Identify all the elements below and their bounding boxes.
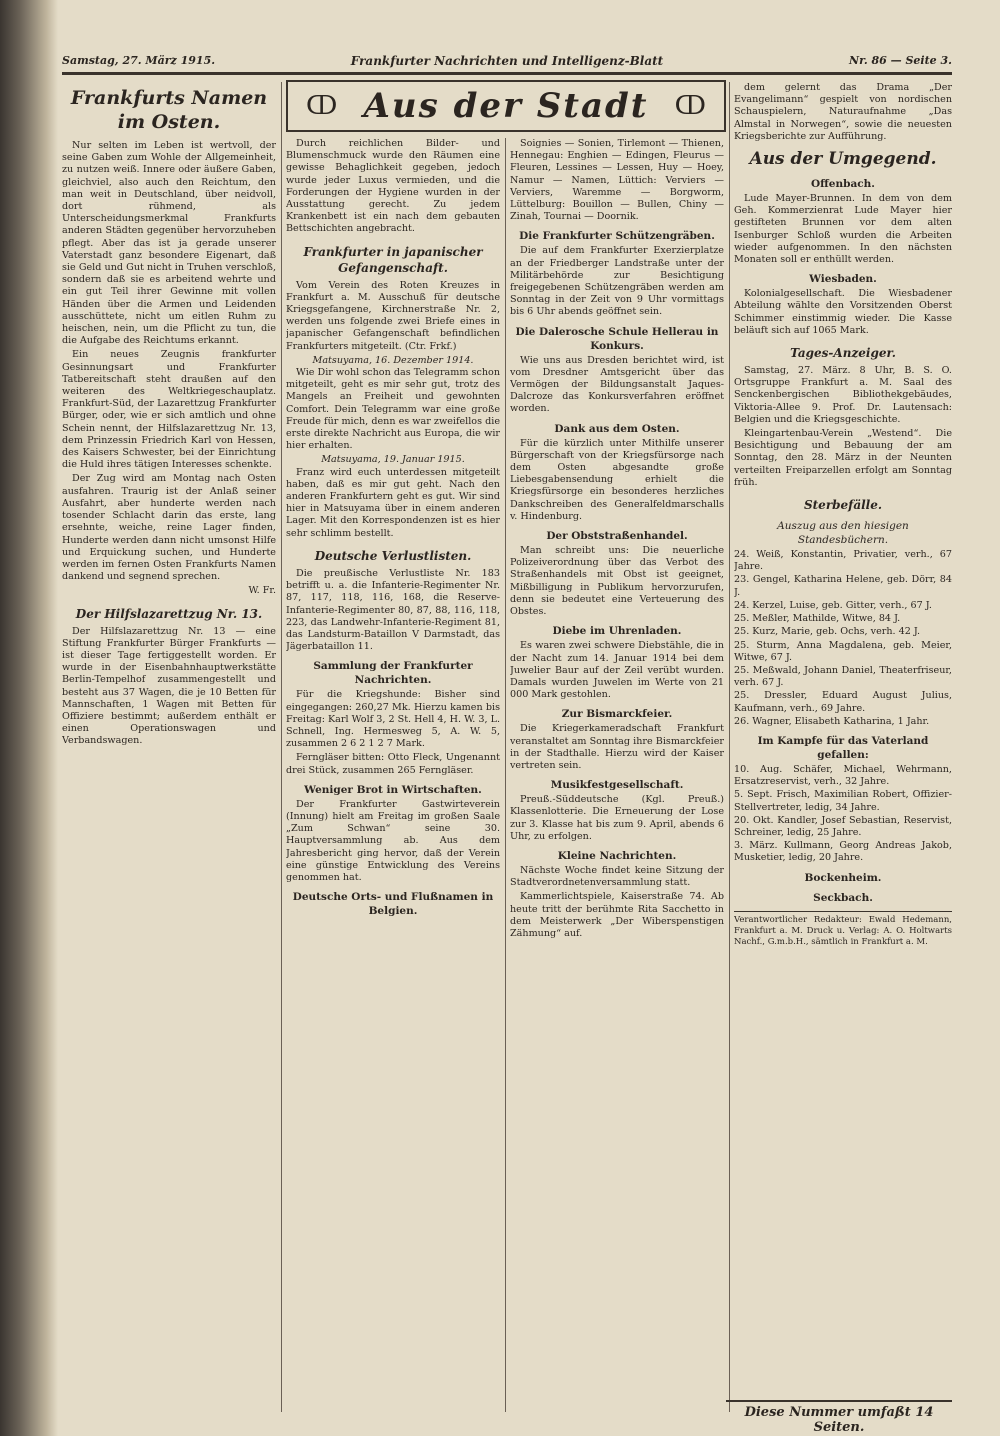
column-3 bbox=[510, 138, 724, 1422]
signature: W. Fr. bbox=[248, 585, 276, 597]
article-text: Nächste Woche findet keine Sitzung der Stadtverordnetenversammlung statt. bbox=[510, 864, 724, 889]
ornament-left-icon: ↀ bbox=[306, 91, 338, 121]
list-item: 5. Sept. Frisch, Maximilian Robert, Offizier-Stellvertreter, ledig, 34 Jahre. bbox=[734, 789, 952, 813]
page-number: Nr. 86 — Seite 3. bbox=[849, 54, 952, 67]
article-title: Dank aus dem Osten. bbox=[554, 422, 680, 435]
list-item: 24. Kerzel, Luise, geb. Gitter, verh., 67 J. bbox=[734, 599, 932, 611]
column-divider bbox=[729, 82, 730, 1412]
column-divider bbox=[281, 82, 282, 1412]
article-text: Für die Kriegshunde: Bisher sind eingegangen: 260,27 Mk. Hierzu kamen bis Freitag: Karl Wolf 3, 2 St. Hell 4, H. W. 3, L. Schnell, Ing. Hermesweg 5, A. W. 5, zusammen 2 6 2 1 2 7 Mark. bbox=[286, 689, 500, 750]
place-heading: Seckbach. bbox=[813, 891, 873, 904]
list-item: 25. Meßler, Mathilde, Witwe, 84 J. bbox=[734, 613, 901, 625]
section-title-box bbox=[286, 80, 726, 132]
deaths-list bbox=[734, 549, 952, 728]
column-2 bbox=[286, 138, 500, 1422]
article-text: Nur selten im Leben ist wertvoll, der seine Gaben zum Wohle der Allgemeinheit, zu nutzen weiß. Innere oder äußere Gaben, gleichviel, also auch den Reichtum, den man weit in Deutschland, über neidvoll, dort rühmend, als Unterscheidungsmerkmal Frankfurts anderen Städten gegenüber hervorzuheben pflegt. Aber das ist ja gerade unserer Vaterstadt ganz besondere Eigenart, daß sie Geld und Gut nicht in Truhen verschloß, sondern daß sie es arbeitend wehrte und ein gut Teil ihrer Gewinne mit vollen Händen über die Armen und Leidenden ausschüttete, nicht um eitlen Ruhm zu heischen, nein, um die Pflicht zu tun, die die Aufgabe des Reichtums erkannt. bbox=[62, 140, 276, 347]
list-item: 20. Okt. Kandler, Josef Sebastian, Reservist, Schreiner, ledig, 25 Jahre. bbox=[734, 814, 952, 838]
imprint: Verantwortlicher Redakteur: Ewald Hedemann, Frankfurt a. M. Druck u. Verlag: A. O. Holtwarts Nachf., G.m.b.H., sämtlich in Frankfurt a. M. bbox=[734, 911, 952, 948]
list-item: 24. Weiß, Konstantin, Privatier, verh., 67 Jahre. bbox=[734, 549, 952, 573]
article-text: Wie uns aus Dresden berichtet wird, ist vom Dresdner Amtsgericht über das Vermögen der Bildungsanstalt Jaques-Dalcroze das Konkursverfahren eröffnet worden. bbox=[510, 354, 724, 415]
article-text: Wie Dir wohl schon das Telegramm schon mitgeteilt, geht es mir sehr gut, trotz des Mangels an Freiheit und gewohnten Comfort. Dein Telegramm war eine große Freude für mich, denn es war zweifellos die erste direkte Nachricht aus Europa, die wir hier erhalten. bbox=[286, 367, 500, 452]
page-header bbox=[62, 52, 952, 74]
article-title: Deutsche Verlustlisten. bbox=[314, 548, 472, 563]
article-title: Frankfurts Namen im Osten. bbox=[70, 87, 268, 133]
article-title: Weniger Brot in Wirtschaften. bbox=[304, 783, 482, 796]
article-text: Der Zug wird am Montag nach Osten ausfahren. Traurig ist der Anlaß seiner Ausfahrt, aber hunderte werden nach tosender Schlacht darin das erste, lang ersehnte, weiche, reine Lager finden, Hunderte werden dann nicht umsonst Hilfe und Erquickung suchen, und Hunderte werden im fernen Osten Frankfurts Namen dankend und segnend sprechen. bbox=[62, 473, 276, 583]
article-text: Für die kürzlich unter Mithilfe unserer Bürgerschaft von der Kriegsfürsorge nach dem Osten abgesandte große Liebesgabensendung erhielt die Kriegsfürsorge ein besonderes herzliches Dankschreiben des Generalfeldmarschalls v. Hindenburg. bbox=[510, 437, 724, 522]
article-text: Vom Verein des Roten Kreuzes in Frankfurt a. M. Ausschuß für deutsche Kriegsgefangene, Kirchnerstraße Nr. 2, werden uns folgende zwei Briefe eines in japanischer Gefangenschaft befindlichen Frankfurters mitgeteilt. (Ctr. Frkf.) bbox=[286, 279, 500, 352]
article-title: Der Obststraßenhandel. bbox=[546, 530, 688, 543]
column-4 bbox=[734, 82, 952, 1392]
dateline: Matsuyama, 19. Januar 1915. bbox=[321, 454, 465, 466]
list-item: 25. Meßwald, Johann Daniel, Theaterfriseur, verh. 67 J. bbox=[734, 664, 952, 689]
article-text: dem gelernt das Drama „Der Evangelimann“ gespielt von nordischen Schauspielern, Naturaufnahme „Das Almstal in Norwegen“, sowie die neuesten Kriegsberichte zur Aufführung. bbox=[734, 82, 952, 142]
article-title: Die Frankfurter Schützengräben. bbox=[519, 230, 715, 243]
list-item: 25. Sturm, Anna Magdalena, geb. Meier, Witwe, 67 J. bbox=[734, 639, 952, 663]
article-text: Durch reichlichen Bilder- und Blumenschmuck wurde den Räumen eine gewisse Behaglichkeit gegeben, jedoch wurde jeder Luxus vermieden, und die Forderungen der Hygiene wurden in der Ausstattung gerecht. Zu jedem Krankenbett ist ein nach dem gebauten Bettschichten angebracht. bbox=[286, 138, 500, 235]
article-text: Ein neues Zeugnis frankfurter Gesinnungsart und Frankfurter Tatbereitschaft steht draußen auf den weiteren des Weltkriegeschauplatz. Frankfurt-Süd, der Lazarettzug Frankfurter Bürger, oder, wie er sich amtlich und ohne Schein nennt, der Hilfslazarettzug Nr. 13, dem Prinzessin Friedrich Karl von Hessen, des Kaisers Schwester, bei der Einrichtung die Huld ihres tätigen Interesses schenkte. bbox=[62, 349, 276, 471]
article-text: Ferngläser bitten: Otto Fleck, Ungenannt drei Stück, zusammen 265 Ferngläser. bbox=[286, 752, 500, 776]
section-heading: Sterbefälle. bbox=[803, 498, 883, 513]
column-divider bbox=[505, 138, 506, 1412]
list-item: 23. Gengel, Katharina Helene, geb. Dörr, 84 J. bbox=[734, 574, 952, 598]
article-text: Preuß.-Süddeutsche (Kgl. Preuß.) Klassenlotterie. Die Erneuerung der Lose zur 3. Klasse hat bis zum 9. April, abends 6 Uhr, zu erfolgen. bbox=[510, 794, 724, 842]
fallen-list bbox=[734, 764, 952, 865]
section-title: Aus der Stadt bbox=[363, 86, 649, 126]
article-title: Sammlung der Frankfurter Nachrichten. bbox=[313, 660, 473, 687]
list-item: 25. Kurz, Marie, geb. Ochs, verh. 42 J. bbox=[734, 626, 921, 638]
masthead: Frankfurter Nachrichten und Intelligenz-Blatt bbox=[350, 54, 664, 68]
article-text: Es waren zwei schwere Diebstähle, die in der Nacht zum 14. Januar 1914 bei dem Juwelier Baur auf der Zeil verübt wurden. Damals wurden Juwelen im Werte von 21 000 Mark gestohlen. bbox=[510, 640, 724, 701]
article-text: Man schreibt uns: Die neuerliche Polizeiverordnung über das Verbot des Straßenhandels mit Obst ist geeignet, Mißbilligung in Publikum hervorzurufen, denn sie bedeutet eine Verteuerung des Obstes. bbox=[510, 545, 724, 618]
article-text: Kolonialgesellschaft. Die Wiesbadener Abteilung wählte den Vorsitzenden Oberst Schimmer einstimmig wieder. Die Kasse beläuft sich auf 1065 Mark. bbox=[734, 288, 952, 336]
list-item: 26. Wagner, Elisabeth Katharina, 1 Jahr. bbox=[734, 715, 930, 727]
article-text: Franz wird euch unterdessen mitgeteilt haben, daß es mir gut geht. Nach den anderen Frankfurtern geht es gut. Wir sind hier in Matsuyama über in einem anderen Lager. Mit den Korrespondenzen ist es hier sehr schlimm bestellt. bbox=[286, 466, 500, 539]
page-count-note: Diese Nummer umfaßt 14 Seiten. bbox=[726, 1400, 952, 1435]
article-text: Soignies — Sonien, Tirlemont — Thienen, Hennegau: Enghien — Edingen, Fleurus — Fleuren, Lessines — Lessen, Huy — Hoey, Namur — Namen, Lüttich: Verviers — Verviers, Waremme — Borgworm, Lüttelburg: Bouillon — Bullen, Chiny — Zinah, Tournai — Doornik. bbox=[510, 138, 724, 223]
list-item: 3. März. Kullmann, Georg Andreas Jakob, Musketier, ledig, 20 Jahre. bbox=[734, 840, 952, 864]
sub-heading: Auszug aus den hiesigen Standesbüchern. bbox=[777, 520, 909, 547]
article-text: Die preußische Verlustliste Nr. 183 betrifft u. a. die Infanterie-Regimenter Nr. 87, 117, 118, 116, 168, die Reserve-Infanterie-Regimenter 80, 87, 88, 116, 118, 223, das Landwehr-Infanterie-Regiment 81, das Landsturm-Bataillon V Darmstadt, das Jägerbataillon 11. bbox=[286, 567, 500, 653]
article-title: Der Hilfslazarettzug Nr. 13. bbox=[75, 606, 263, 621]
place-heading: Wiesbaden. bbox=[809, 273, 877, 286]
article-title: Deutsche Orts- und Flußnamen in Belgien. bbox=[292, 891, 494, 918]
article-title: Diebe im Uhrenladen. bbox=[552, 625, 682, 638]
article-title: Frankfurter in japanischer Gefangenschaft. bbox=[303, 244, 483, 275]
article-text: Kammerlichtspiele, Kaiserstraße 74. Ab heute tritt der berühmte Rita Sacchetto in dem Meisterwerk „Der Wiberspenstigen Zähmung“ auf. bbox=[510, 891, 724, 939]
section-heading: Aus der Umgegend. bbox=[749, 149, 937, 170]
article-text: Lude Mayer-Brunnen. In dem von dem Geh. Kommerzienrat Lude Mayer hier gestifteten Brunnen vor dem alten Isenburger Schloß wurden die Arbeiten wieder aufgenommen. In den nächsten Monaten soll er enthüllt werden. bbox=[734, 193, 952, 266]
section-heading: Tages-Anzeiger. bbox=[790, 346, 896, 361]
column-1 bbox=[62, 82, 276, 1422]
place-heading: Offenbach. bbox=[811, 178, 875, 191]
article-text: Der Frankfurter Gastwirteverein (Innung) hielt am Freitag im großen Saale „Zum Schwan“ seine 30. Hauptversammlung ab. Aus dem Jahresbericht ging hervor, daß der Verein eine günstige Entwicklung des Vereins genommen hat. bbox=[286, 798, 500, 883]
place-heading: Bockenheim. bbox=[804, 871, 882, 884]
article-text: Der Hilfslazarettzug Nr. 13 — eine Stiftung Frankfurter Bürger Frankfurts — ist dieser Tage fertiggestellt worden. Er wurde in der Eisenbahnhauptwerkstätte Berlin-Tempelhof zusammengestellt und besteht aus 37 Wagen, die je 10 Betten für Mannschaften, 1 Wagen mit Betten für Offiziere bestimmt; außerdem enthält er einen Operationswagen und Verbandswagen. bbox=[62, 625, 276, 747]
article-text: Samstag, 27. März. 8 Uhr, B. S. O. Ortsgruppe Frankfurt a. M. Saal des Senckenbergischen Bibliothekgebäudes, Viktoria-Allee 9. Prof. Dr. Lautensach: Belgien und die Kriegsgeschichte. bbox=[734, 365, 952, 425]
article-title: Zur Bismarckfeier. bbox=[561, 708, 673, 721]
article-text: Die Kriegerkameradschaft Frankfurt veranstaltet am Sonntag ihre Bismarckfeier in der Stadthalle. Hierzu wird der Kaiser vertreten sein. bbox=[510, 723, 724, 771]
ornament-right-icon: ↀ bbox=[674, 91, 706, 121]
list-item: 10. Aug. Schäfer, Michael, Wehrmann, Ersatzreservist, verh., 32 Jahre. bbox=[734, 763, 952, 788]
book-binding bbox=[0, 0, 58, 1436]
sub-heading: Im Kampfe für das Vaterland gefallen: bbox=[757, 734, 929, 761]
header-rule bbox=[62, 72, 952, 75]
list-item: 25. Dressler, Eduard August Julius, Kaufmann, verh., 69 Jahre. bbox=[734, 690, 952, 714]
issue-date: Samstag, 27. März 1915. bbox=[62, 54, 216, 67]
dateline: Matsuyama, 16. Dezember 1914. bbox=[312, 354, 474, 366]
article-title: Kleine Nachrichten. bbox=[557, 849, 677, 862]
article-title: Musikfestgesellschaft. bbox=[550, 779, 684, 792]
article-title: Die Dalerosche Schule Hellerau in Konkurs. bbox=[515, 325, 719, 352]
article-text: Die auf dem Frankfurter Exerzierplatze an der Friedberger Landstraße unter der Militärbehörde zur Besichtigung freigegebenen Schützengräben werden am Sonntag in der Zeit von 9 Uhr vormittags bis 6 Uhr abends geöffnet sein. bbox=[510, 245, 724, 318]
article-text: Kleingartenbau-Verein „Westend“. Die Besichtigung und Bebauung der am Sonntag, den 28. März in der Neunten verteilten Freiparzellen erfolgt am Sonntag früh. bbox=[734, 428, 952, 488]
